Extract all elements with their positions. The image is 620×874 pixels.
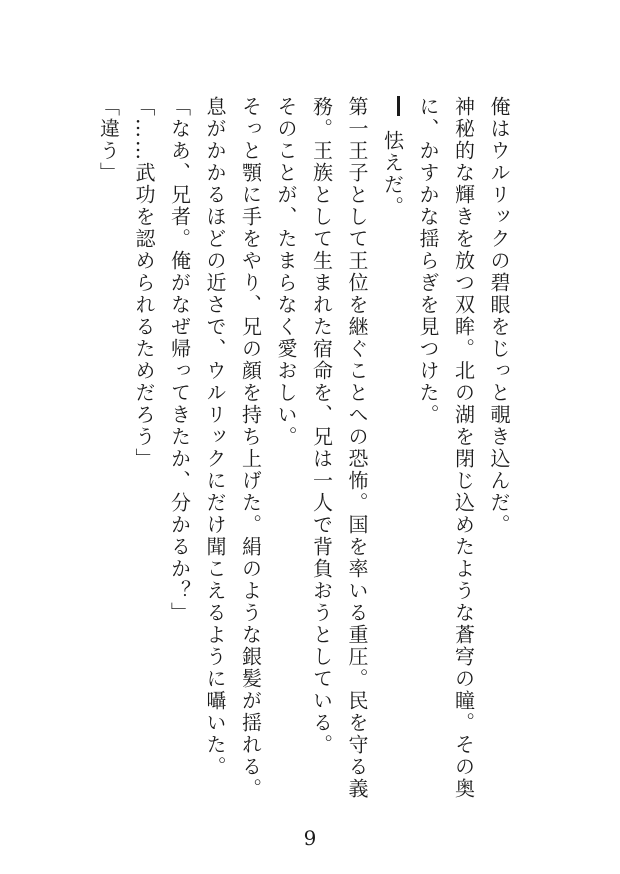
dialogue-line: 「……武功を認められるためだろう」 [132,96,156,470]
text-line: 怯えだ。 [380,130,405,218]
text-line: 神秘的な輝きを放つ双眸。北の湖を閉じ込めたような蒼穹の瞳。その奥 [451,96,476,800]
text-line-dash [374,96,410,816]
text-line: 俺はウルリックの碧眼をじっと覗き込んだ。 [487,96,511,536]
dialogue-line: 「なあ、兄者。俺がなぜ帰ってきたか、分かるか？」 [167,96,192,624]
text-line: 第一王子として王位を継ぐことへの恐怖。国を率いる重圧。民を守る義 [345,96,369,800]
dialogue-line: 「違う」 [96,96,121,184]
text-line: そのことが、たまらなく愛おしい。 [274,96,298,448]
text-line: 務。王族として生まれた宿命を、兄は一人で背負おうとしている。 [309,96,334,756]
text-line: に、かすかな揺らぎを見つけた。 [416,96,440,426]
body-text [90,96,516,816]
page-number: 9 [303,826,317,850]
text-line: そっと顎に手をやり、兄の顔を持ち上げた。絹のような銀髪が揺れる。 [238,96,263,800]
text-line: 息がかかるほどの近さで、ウルリックにだけ聞こえるように囁いた。 [203,96,227,778]
em-dash-mark [397,96,400,116]
